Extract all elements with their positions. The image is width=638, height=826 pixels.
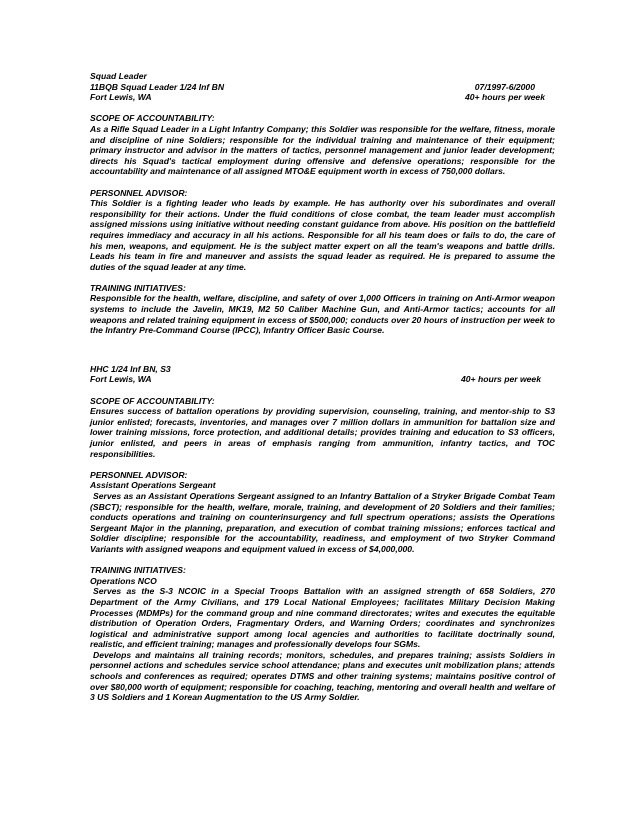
job2-training-sub: Operations NCO — [90, 575, 157, 586]
job1-scope-heading: SCOPE OF ACCOUNTABILITY: — [90, 113, 215, 124]
job1-dates: 07/1997-6/2000 — [474, 81, 535, 92]
job1-scope-text: As a Rifle Squad Leader in a Light Infantry Company; this Soldier was responsible for the welfare, fitness, morale and discipline of nine Soldiers; responsible for the individual training and maintenance of their equipment; primary instructor and advisor in the matters of tactics, personnel management and junior leader development; directs his Squad's tactical employment during offensive and defensive operations; responsible for the accountability and maintenance of all assigned MTO&E equipment worth in excess of 750,000 dollars. — [90, 123, 555, 177]
job2-training-text-1: Serves as the S-3 NCOIC in a Special Troops Battalion with an assigned strength of 658 Soldiers, 270 Department of the Army Civilians, and 179 Local National Employees; facilitates Military Decision Making Processes (MDMPs) for the command group and nine command directorates; writes and executes the equitable distribution of Operation Orders, Fragmentary Orders, and Warning Orders; coordinates and synchronizes logistical and administrative support among local agencies and authorities to facilitate doctrinally sound, realistic, and efficient training; manages and professionally develops four SGMs. — [90, 586, 555, 650]
job2-scope-text: Ensures success of battalion operations by providing supervision, counseling, training, and mentor-ship to S3 junior enlisted; forecasts, inventories, and manages over 7 million dollars in ammunition for battalion size and lower training missions, force protection, and additional details; provides training and education to S3 officers, junior enlisted, and peers in areas of emphasis ranging from ammunition, infantry tactics, and TOC responsibilities. — [90, 406, 555, 459]
job2-unit: HHC 1/24 Inf BN, S3 — [90, 363, 171, 374]
job2-personnel-heading: PERSONNEL ADVISOR: — [90, 469, 188, 480]
job1-training-heading: TRAINING INITIATIVES: — [90, 282, 186, 293]
job2-hours: 40+ hours per week — [460, 374, 541, 385]
job1-location-row — [90, 92, 555, 103]
resume-page — [90, 71, 555, 703]
job1-location: Fort Lewis, WA — [90, 92, 152, 103]
job1-unit-row — [90, 82, 555, 93]
job1-unit: 11BQB Squad Leader 1/24 Inf BN — [90, 81, 225, 92]
job2-location: Fort Lewis, WA — [90, 374, 152, 385]
job1-personnel-text: This Soldier is a fighting leader who leads by example. He has authority over his subordinates and overall responsibility for their actions. Under the fluid conditions of close combat, the team leader must accomplish assigned missions using initiative without needing constant guidance from above. His position on the battlefield requires immediacy and accuracy in all his actions. Responsible for all his team does or fails to do, the care of his men, weapons, and equipment. He is the subject matter expert on all the team's weapons and battle drills. Leads his team in fire and maneuver and assists the squad leader as required. He is prepared to assume the duties of the squad leader at any time. — [90, 198, 555, 272]
job1-title: Squad Leader — [90, 71, 147, 81]
job2-training-text-2: Develops and maintains all training records; monitors, schedules, and prepares training; assists Soldiers in personnel actions and schedules service school attendance; plans and executes unit mobilization plans; attends schools and conferences as required; operates DTMS and other training systems; maintains positive control of over $80,000 worth of equipment; responsible for coaching, teaching, mentoring and overall health and welfare of 3 US Soldiers and 1 Korean Augmentation to the US Army Soldier. — [90, 649, 555, 703]
job1-personnel-heading: PERSONNEL ADVISOR: — [90, 187, 188, 198]
job1-hours: 40+ hours per week — [464, 92, 545, 103]
job2-personnel-sub: Assistant Operations Sergeant — [90, 480, 216, 491]
job2-scope-heading: SCOPE OF ACCOUNTABILITY: — [90, 395, 215, 406]
job2-personnel-text: Serves as an Assistant Operations Sergeant assigned to an Infantry Battalion of a Stryker Brigade Combat Team (SBCT); responsible for the health, welfare, morale, training, and development of 20 Soldiers and their families; conducts operations and training on counterinsurgency and full spectrum operations; assists the Operations Sergeant Major in the planning, preparation, and execution of combat training missions; enforces tactical and Soldier discipline; responsible for the accountability, readiness, and employment of two Stryker Command Variants with assigned weapons and equipment valued in excess of $4,000,000. — [90, 490, 555, 554]
job1-section — [90, 71, 555, 336]
job2-training-heading: TRAINING INITIATIVES: — [90, 565, 186, 576]
job2-location-row — [90, 374, 555, 385]
job1-training-text: Responsible for the health, welfare, discipline, and safety of over 1,000 Officers in training on Anti-Armor weapon systems to include the Javelin, MK19, M2 50 Caliber Machine Gun, and Anti-Armor tactics; accounts for all weapons and related training equipment in excess of $500,000; conducts over 20 hours of instruction per week to the Infantry Pre-Command Course (IPCC), Infantry Officer Basic Course. — [90, 293, 555, 336]
job2-section — [90, 364, 555, 703]
